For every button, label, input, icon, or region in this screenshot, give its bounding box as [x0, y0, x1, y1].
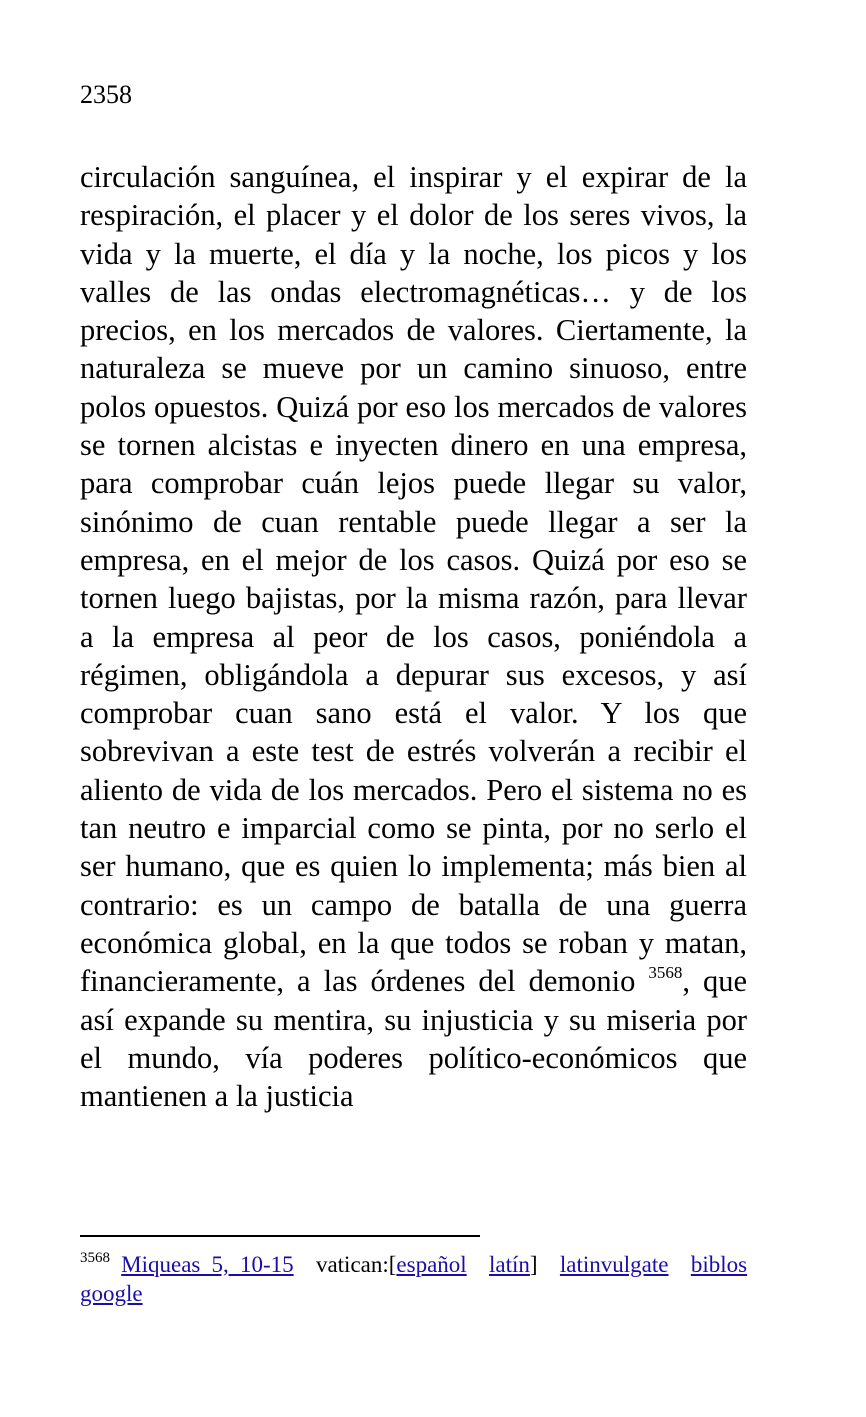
footnote — [80, 1250, 747, 1308]
footnote-link-latin[interactable]: latín — [489, 1252, 530, 1277]
footnote-link-espanol[interactable]: español — [396, 1252, 467, 1277]
body-paragraph — [80, 158, 747, 1115]
footnote-link-miqueas[interactable]: Miqueas 5, 10-15 — [121, 1252, 294, 1277]
footnote-link-latinvulgate[interactable]: latinvulgate — [559, 1252, 669, 1277]
footnote-vatican-label: vatican:[ — [315, 1252, 397, 1277]
footnote-divider — [80, 1235, 480, 1237]
footnote-reference: 3568 — [648, 963, 683, 983]
body-text-after-ref: , que así expande su mentira, su injusticia y su miseria por el mundo, vía poderes político-económicos que mantienen a la justicia — [80, 964, 747, 1114]
footnote-link-biblos[interactable]: biblos — [690, 1252, 748, 1277]
body-text-before-ref: circulación sanguínea, el inspirar y el expirar de la respiración, el placer y el dolor de los seres vivos, la vida y la muerte, el día y la noche, los picos y los valles de las ondas electromagnéticas… y de los precios, en los mercados de valores. Ciertamente, la naturaleza se mueve por un camino sinuoso, entre polos opuestos. Quizá por eso los mercados de valores se tornen alcistas e inyecten dinero en una empresa, para comprobar cuán lejos puede llegar su valor, sinónimo de cuan rentable puede llegar a ser la empresa, en el mejor de los casos. Quizá por eso se tornen luego bajistas, por la misma razón, para llevar a la empresa al peor de los casos, poniéndola a régimen, obligándola a depurar sus excesos, y así comprobar cuan sano está el valor. Y los que sobrevivan a este test de estrés volverán a recibir el aliento de vida de los mercados. Pero el sistema no es tan neutro e imparcial como se pinta, por no serlo el ser humano, que es quien lo implementa; más bien al contrario: es un campo de batalla de una guerra económica global, en la que todos se roban y matan, financieramente, a las órdenes del demonio — [80, 160, 747, 999]
footnote-link-google[interactable]: google — [80, 1281, 143, 1306]
footnote-vatican-close: ] — [529, 1252, 538, 1277]
page-number: 2358 — [80, 80, 132, 109]
footnote-number: 3568 — [80, 1250, 110, 1266]
